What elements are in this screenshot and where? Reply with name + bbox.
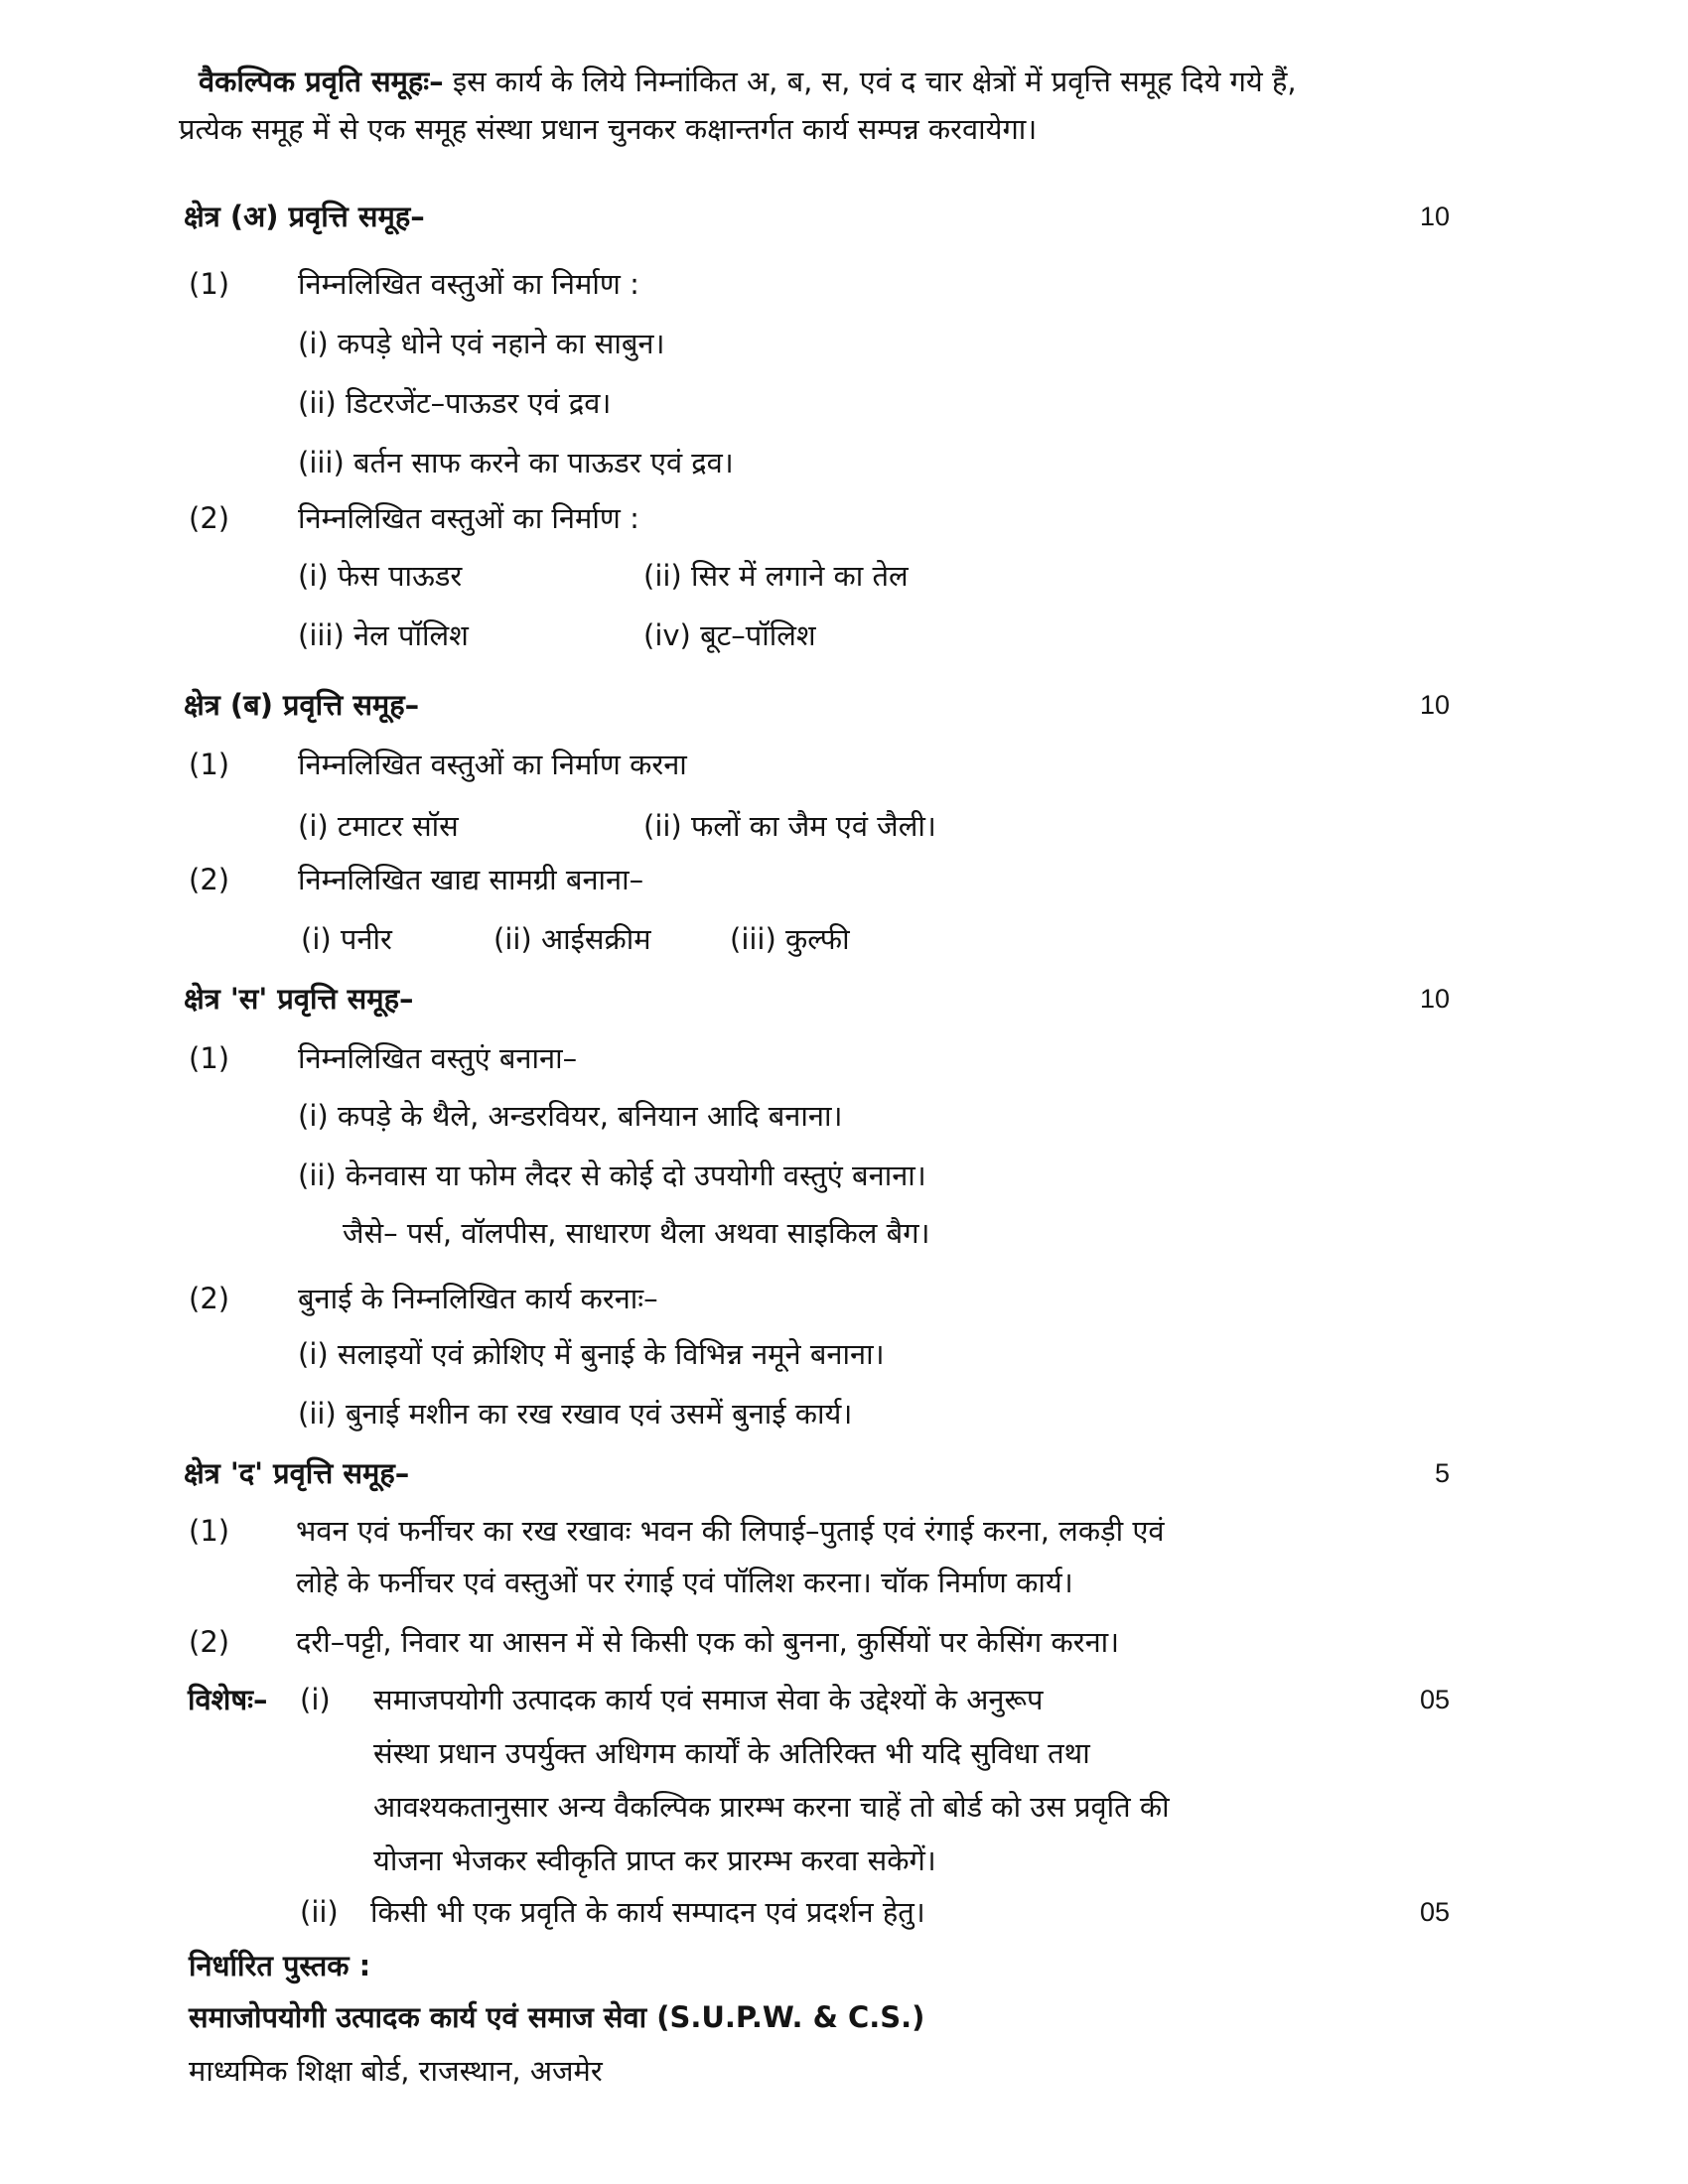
item-text: बुनाई के निम्नलिखित कार्य करनाः– (298, 1282, 658, 1315)
item-number: (1) (189, 267, 230, 301)
sub-item: (ii) फलों का जैम एवं जैली। (643, 809, 936, 843)
section-s-item-1-sub-2: (ii) केनवास या फोम लैदर से कोई दो उपयोगी वस्तुएं बनाना। (298, 1159, 926, 1192)
sub-item: (ii) सिर में लगाने का तेल (643, 559, 909, 593)
sub-item: (i) पनीर (301, 922, 392, 956)
item-number: (1) (189, 1041, 230, 1075)
section-a-item-1-sub-3: (iii) बर्तन साफ करने का पाऊडर एवं द्रव। (298, 446, 734, 479)
item-text: किसी भी एक प्रवृति के कार्य सम्पादन एवं प्रदर्शन हेतु। (370, 1895, 925, 1929)
item-number: (i) (300, 1683, 331, 1716)
item-text: निम्नलिखित वस्तुएं बनाना– (298, 1041, 578, 1075)
item-number: (2) (189, 1625, 230, 1659)
sub-item: (iv) बूट–पॉलिश (643, 618, 816, 652)
sub-item: (i) टमाटर सॉस (298, 809, 459, 843)
sub-item: (i) फेस पाऊडर (298, 559, 463, 593)
item-number: (2) (189, 863, 230, 896)
book-heading: निर्धारित पुस्तक : (189, 1949, 371, 1982)
section-s-marks: 10 (1419, 984, 1450, 1014)
section-d-heading: क्षेत्र 'द' प्रवृत्ति समूह– (184, 1456, 410, 1490)
section-s-item-1-sub-1: (i) कपड़े के थैले, अन्डरवियर, बनियान आदि बनाना। (298, 1099, 843, 1133)
book-title: समाजोपयोगी उत्पादक कार्य एवं समाज सेवा (S.U.P.W. & C.S.) (189, 2000, 925, 2034)
item-text: निम्नलिखित खाद्य सामग्री बनाना– (298, 863, 644, 896)
book-publisher: माध्यमिक शिक्षा बोर्ड, राजस्थान, अजमेर (189, 2054, 603, 2088)
special-item-1-line-3: आवश्यकतानुसार अन्य वैकल्पिक प्रारम्भ करना चाहें तो बोर्ड को उस प्रवृति की (373, 1790, 1170, 1824)
special-item-1-marks: 05 (1419, 1685, 1450, 1714)
item-number: (ii) (300, 1895, 339, 1929)
section-b-heading: क्षेत्र (ब) प्रवृत्ति समूह– (184, 688, 420, 722)
intro-label: वैकल्पिक प्रवृति समूहः– (199, 65, 444, 98)
section-s-item-1-sub-3: जैसे– पर्स, वॉलपीस, साधारण थैला अथवा साइकिल बैग। (343, 1216, 930, 1250)
sub-item: (ii) आईसक्रीम (493, 922, 651, 956)
intro-text-1: इस कार्य के लिये निम्नांकित अ, ब, स, एवं द चार क्षेत्रों में प्रवृत्ति समूह दिये गये हैं, (443, 65, 1297, 98)
section-s-item-2-sub-2: (ii) बुनाई मशीन का रख रखाव एवं उसमें बुनाई कार्य। (298, 1397, 853, 1431)
special-item-2-marks: 05 (1419, 1897, 1450, 1927)
item-number: (2) (189, 1282, 230, 1315)
section-d-marks: 5 (1434, 1458, 1450, 1488)
intro-line-1 (199, 62, 1297, 101)
special-item-1-line-4: योजना भेजकर स्वीकृति प्राप्त कर प्रारम्भ करवा सकेगें। (373, 1843, 936, 1877)
sub-item: (iii) कुल्फी (730, 922, 850, 956)
special-item-1-line-2: संस्था प्रधान उपर्युक्त अधिगम कार्यों के अतिरिक्त भी यदि सुविधा तथा (373, 1736, 1090, 1770)
item-text: निम्नलिखित वस्तुओं का निर्माण : (298, 501, 639, 535)
item-number: (1) (189, 1514, 230, 1548)
item-text: दरी–पट्टी, निवार या आसन में से किसी एक को बुनना, कुर्सियों पर केसिंग करना। (296, 1625, 1120, 1659)
section-a-heading: क्षेत्र (अ) प्रवृत्ति समूह– (184, 200, 425, 233)
item-text: समाजपयोगी उत्पादक कार्य एवं समाज सेवा के उद्देश्यों के अनुरूप (373, 1683, 1044, 1716)
section-a-marks: 10 (1419, 202, 1450, 231)
item-number: (1) (189, 748, 230, 781)
section-s-item-2-sub-1: (i) सलाइयों एवं क्रोशिए में बुनाई के विभिन्न नमूने बनाना। (298, 1337, 885, 1371)
section-d-item-1-line-2: लोहे के फर्नीचर एवं वस्तुओं पर रंगाई एवं पॉलिश करना। चॉक निर्माण कार्य। (296, 1566, 1073, 1599)
item-text: निम्नलिखित वस्तुओं का निर्माण : (298, 267, 639, 301)
intro-line-2: प्रत्येक समूह में से एक समूह संस्था प्रधान चुनकर कक्षान्तर्गत कार्य सम्पन्न करवायेगा। (179, 112, 1038, 146)
special-label: विशेषः– (188, 1683, 268, 1716)
section-s-heading: क्षेत्र 'स' प्रवृत्ति समूह– (184, 982, 414, 1016)
item-text: भवन एवं फर्नीचर का रख रखावः भवन की लिपाई–पुताई एवं रंगाई करना, लकड़ी एवं (296, 1514, 1165, 1548)
section-a-item-1-sub-2: (ii) डिटरजेंट–पाऊडर एवं द्रव। (298, 386, 612, 420)
item-number: (2) (189, 501, 230, 535)
section-b-marks: 10 (1419, 690, 1450, 720)
item-text: निम्नलिखित वस्तुओं का निर्माण करना (298, 748, 687, 781)
section-a-item-1-sub-1: (i) कपड़े धोने एवं नहाने का साबुन। (298, 327, 665, 360)
sub-item: (iii) नेल पॉलिश (298, 618, 469, 652)
